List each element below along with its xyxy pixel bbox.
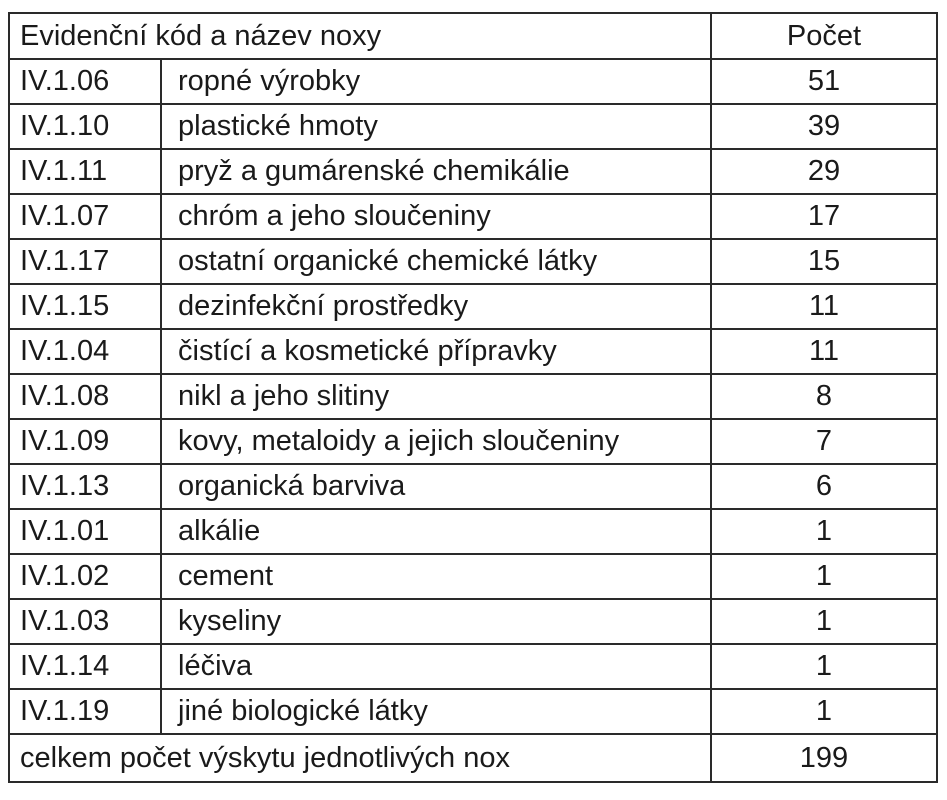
name-cell: ropné výrobky — [161, 59, 711, 104]
table-row — [9, 689, 937, 734]
name-cell: alkálie — [161, 509, 711, 554]
name-cell: ostatní organické chemické látky — [161, 239, 711, 284]
count-cell: 1 — [711, 644, 937, 689]
count-cell: 51 — [711, 59, 937, 104]
table-row — [9, 464, 937, 509]
table-row — [9, 374, 937, 419]
name-cell: dezinfekční prostředky — [161, 284, 711, 329]
count-cell: 7 — [711, 419, 937, 464]
code-cell: IV.1.10 — [9, 104, 161, 149]
noxa-table-container — [8, 12, 936, 783]
header-code-and-name: Evidenční kód a název noxy — [9, 13, 711, 59]
code-cell: IV.1.09 — [9, 419, 161, 464]
code-cell: IV.1.15 — [9, 284, 161, 329]
count-cell: 39 — [711, 104, 937, 149]
table-row — [9, 149, 937, 194]
noxa-table — [8, 12, 938, 783]
table-row — [9, 239, 937, 284]
code-cell: IV.1.19 — [9, 689, 161, 734]
name-cell: nikl a jeho slitiny — [161, 374, 711, 419]
total-count: 199 — [711, 734, 937, 782]
name-cell: léčiva — [161, 644, 711, 689]
code-cell: IV.1.02 — [9, 554, 161, 599]
code-cell: IV.1.07 — [9, 194, 161, 239]
table-row — [9, 104, 937, 149]
count-cell: 8 — [711, 374, 937, 419]
name-cell: jiné biologické látky — [161, 689, 711, 734]
name-cell: kyseliny — [161, 599, 711, 644]
count-cell: 11 — [711, 329, 937, 374]
count-cell: 29 — [711, 149, 937, 194]
code-cell: IV.1.14 — [9, 644, 161, 689]
count-cell: 11 — [711, 284, 937, 329]
name-cell: organická barviva — [161, 464, 711, 509]
count-cell: 1 — [711, 599, 937, 644]
count-cell: 1 — [711, 509, 937, 554]
name-cell: pryž a gumárenské chemikálie — [161, 149, 711, 194]
total-row — [9, 734, 937, 782]
table-row — [9, 644, 937, 689]
code-cell: IV.1.06 — [9, 59, 161, 104]
table-body — [9, 59, 937, 734]
table-row — [9, 329, 937, 374]
count-cell: 17 — [711, 194, 937, 239]
code-cell: IV.1.13 — [9, 464, 161, 509]
count-cell: 6 — [711, 464, 937, 509]
code-cell: IV.1.11 — [9, 149, 161, 194]
name-cell: chróm a jeho sloučeniny — [161, 194, 711, 239]
code-cell: IV.1.08 — [9, 374, 161, 419]
count-cell: 1 — [711, 554, 937, 599]
table-row — [9, 284, 937, 329]
name-cell: čistící a kosmetické přípravky — [161, 329, 711, 374]
code-cell: IV.1.03 — [9, 599, 161, 644]
count-cell: 15 — [711, 239, 937, 284]
table-header-row — [9, 13, 937, 59]
name-cell: kovy, metaloidy a jejich sloučeniny — [161, 419, 711, 464]
name-cell: cement — [161, 554, 711, 599]
count-cell: 1 — [711, 689, 937, 734]
table-row — [9, 599, 937, 644]
table-row — [9, 194, 937, 239]
table-row — [9, 554, 937, 599]
table-row — [9, 59, 937, 104]
code-cell: IV.1.17 — [9, 239, 161, 284]
code-cell: IV.1.04 — [9, 329, 161, 374]
code-cell: IV.1.01 — [9, 509, 161, 554]
name-cell: plastické hmoty — [161, 104, 711, 149]
header-count: Počet — [711, 13, 937, 59]
table-row — [9, 419, 937, 464]
total-label: celkem počet výskytu jednotlivých nox — [9, 734, 711, 782]
table-row — [9, 509, 937, 554]
